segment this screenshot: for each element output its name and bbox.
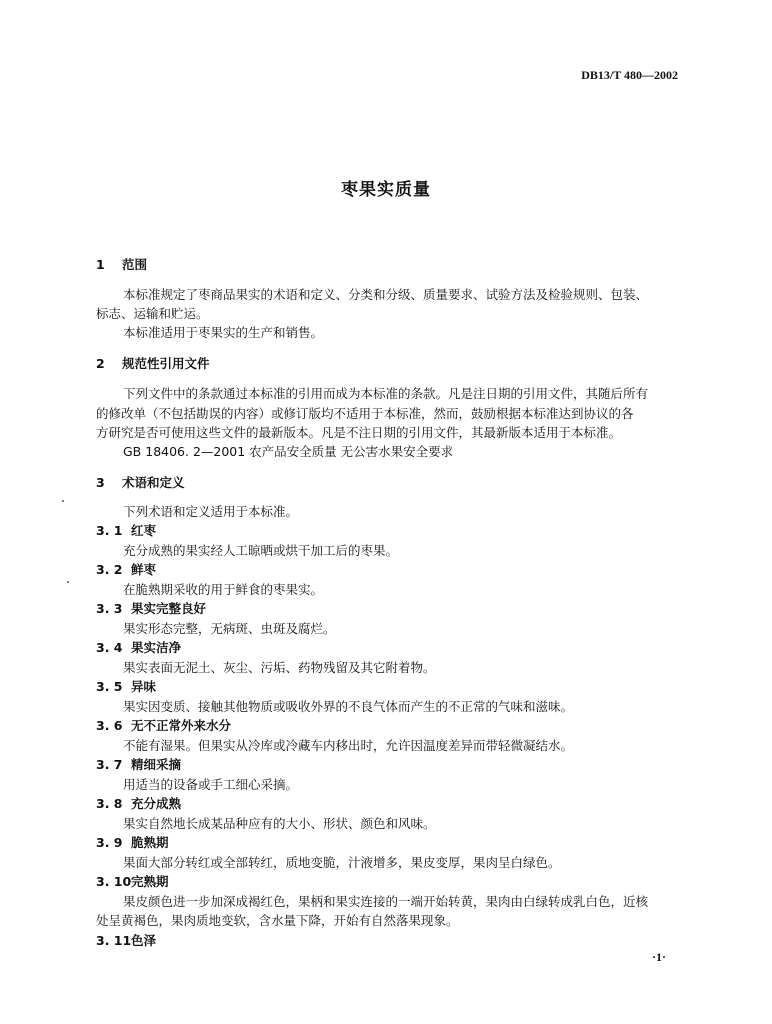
- term-number: 3. 10: [96, 874, 132, 889]
- term-heading: [96, 755, 181, 773]
- section-number: 3: [96, 475, 105, 490]
- term-number: 3. 8: [96, 796, 123, 811]
- paragraph-line: 标志、运输和贮运。: [96, 306, 209, 321]
- paragraph-line: 下列术语和定义适用于本标准。: [123, 504, 299, 519]
- section-title: 术语和定义: [122, 475, 185, 490]
- scan-speck: [62, 500, 64, 502]
- term-heading: [96, 931, 156, 949]
- term-heading: [96, 638, 181, 656]
- term-definition: 充分成熟的果实经人工晾晒或烘干加工后的枣果。: [123, 543, 399, 558]
- term-title: 完熟期: [131, 874, 169, 889]
- term-number: 3. 1: [96, 523, 123, 538]
- term-heading: [96, 677, 156, 695]
- term-definition: 不能有湿果。但果实从冷库或冷藏车内移出时，允许因温度差异而带轻微凝结水。: [123, 738, 574, 753]
- paragraph-line: 本标准规定了枣商品果实的术语和定义、分类和分级、质量要求、试验方法及检验规则、包装、: [123, 287, 649, 302]
- term-number: 3. 11: [96, 933, 132, 948]
- term-title: 脆熟期: [131, 835, 169, 850]
- term-heading: [96, 521, 156, 539]
- term-number: 3. 3: [96, 601, 123, 616]
- term-title: 精细采摘: [131, 757, 182, 772]
- page-title: 枣果实质量: [341, 180, 431, 200]
- term-title: 果实完整良好: [131, 601, 207, 616]
- section-number: 2: [96, 356, 105, 371]
- term-title: 充分成熟: [131, 796, 182, 811]
- term-definition: 果实自然地长成某品种应有的大小、形状、颜色和风味。: [123, 816, 436, 831]
- term-title: 果实洁净: [131, 640, 182, 655]
- term-definition: 果面大部分转红或全部转红，质地变脆，汁液增多，果皮变厚，果肉呈白绿色。: [123, 855, 561, 870]
- page-number: ·1·: [651, 950, 666, 964]
- section-2-heading: [96, 354, 210, 372]
- term-heading: [96, 833, 169, 851]
- term-definition: 果实形态完整，无病斑、虫斑及腐烂。: [123, 621, 336, 636]
- term-number: 3. 6: [96, 718, 123, 733]
- term-heading: [96, 872, 169, 890]
- term-title: 无不正常外来水分: [131, 718, 232, 733]
- paragraph-line: 下列文件中的条款通过本标准的引用而成为本标准的条款。凡是注日期的引用文件，其随后所有: [123, 386, 649, 401]
- term-heading: [96, 599, 206, 617]
- term-definition: 在脆熟期采收的用于鲜食的枣果实。: [123, 582, 324, 597]
- term-definition: 果实表面无泥土、灰尘、污垢、药物残留及其它附着物。: [123, 660, 436, 675]
- term-number: 3. 9: [96, 835, 123, 850]
- term-heading: [96, 560, 156, 578]
- term-definition: 处呈黄褐色，果肉质地变软，含水量下降，开始有自然落果现象。: [96, 913, 459, 928]
- term-heading: [96, 716, 231, 734]
- section-title: 范围: [122, 257, 148, 272]
- term-title: 红枣: [131, 523, 157, 538]
- reference-citation: GB 18406. 2—2001 农产品安全质量 无公害水果安全要求: [123, 444, 454, 459]
- term-number: 3. 4: [96, 640, 123, 655]
- term-definition: 果实因变质、接触其他物质或吸收外界的不良气体而产生的不正常的气味和滋味。: [123, 699, 574, 714]
- section-title: 规范性引用文件: [122, 356, 210, 371]
- paragraph-line: 的修改单（不包括勘误的内容）或修订版均不适用于本标准，然而，鼓励根据本标准达到协议的各: [96, 406, 634, 421]
- term-definition: 果皮颜色进一步加深成褐红色，果柄和果实连接的一端开始转黄，果肉由白绿转成乳白色，近核: [123, 894, 649, 909]
- section-3-heading: [96, 473, 185, 491]
- term-title: 异味: [131, 679, 157, 694]
- term-number: 3. 5: [96, 679, 123, 694]
- document-code: DB13/T 480—2002: [581, 68, 678, 82]
- term-heading: [96, 794, 181, 812]
- section-number: 1: [96, 257, 105, 272]
- scan-speck: [67, 581, 69, 583]
- paragraph-line: 本标准适用于枣果实的生产和销售。: [123, 325, 324, 340]
- term-number: 3. 7: [96, 757, 123, 772]
- term-title: 色泽: [131, 933, 157, 948]
- term-definition: 用适当的设备或手工细心采摘。: [123, 777, 299, 792]
- term-title: 鲜枣: [131, 562, 157, 577]
- section-1-heading: [96, 255, 147, 273]
- term-number: 3. 2: [96, 562, 123, 577]
- paragraph-line: 方研究是否可使用这些文件的最新版本。凡是不注日期的引用文件，其最新版本适用于本标准。: [96, 425, 622, 440]
